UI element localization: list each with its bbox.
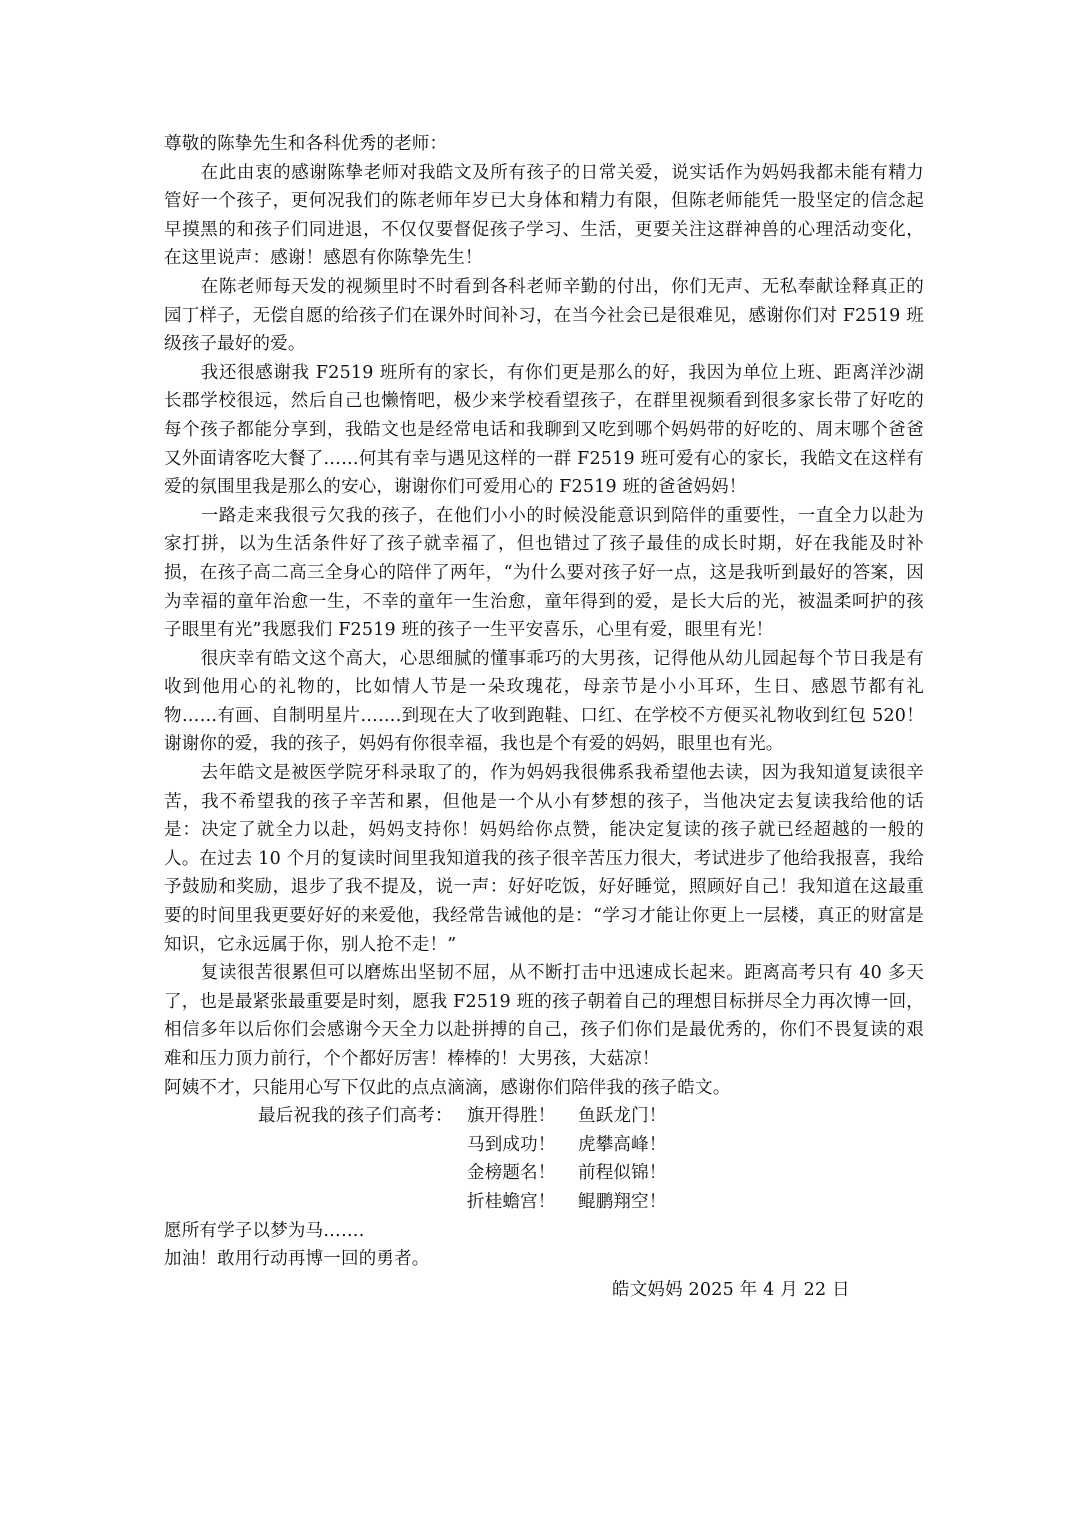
paragraph-repeat-year: 去年皓文是被医学院牙科录取了的，作为妈妈我很佛系我希望他去读，因为我知道复读很辛苦，我不希望我的孩子辛苦和累，但他是一个从小有梦想的孩子，当他决定去复读我给他的话是：决定了就全力以赴，妈妈支持你！妈妈给你点赞，能决定复读的孩子就已经超越的一般的人。在过去 10 个月的复读时间里我知道我的孩子很辛苦压力很大，考试进步了他给我报喜，我给予鼓励和奖励，退步了我不提及，说一声：好好吃饭，好好睡觉，照顾好自己！我知道在这最重要的时间里我更要好好的来爱他，我经常告诫他的是：“学习才能让你更上一层楼，真正的财富是知识，它永远属于你，别人抢不走！” (164, 763, 924, 955)
paragraph-son-gifts: 很庆幸有皓文这个高大，心思细腻的懂事乖巧的大男孩，记得他从幼儿园起每个节日我是有收到他用心的礼物的，比如情人节是一朵玫瑰花，母亲节是小小耳环，生日、感恩节都有礼物……有画、自制明星片…….到现在大了收到跑鞋、口红、在学校不方便买礼物收到红包 520！谢谢你的爱，我的孩子，妈妈有你很幸福，我也是个有爱的妈妈，眼里也有光。 (164, 648, 924, 755)
paragraph-thanks-parents: 我还很感谢我 F2519 班所有的家长，有你们更是那么的好，我因为单位上班、距离洋沙湖长郡学校很远，然后自己也懒惰吧，极少来学校看望孩子，在群里视频看到很多家长带了好吃的每个孩子都能分享到，我皓文也是经常电话和我聊到又吃到哪个妈妈带的好吃的、周末哪个爸爸又外面请客吃大餐了……何其有幸与遇见这样的一群 F2519 班可爱有心的家长，我皓文在这样有爱的氛围里我是那么的安心，谢谢你们可爱用心的 F2519 班的爸爸妈妈！ (164, 362, 924, 498)
closing-line: 阿姨不才，只能用心写下仅此的点点滴滴，感谢你们陪伴我的孩子皓文。 (164, 1077, 731, 1098)
salutation: 尊敬的陈挚先生和各科优秀的老师： (164, 134, 448, 154)
blessing-phrase: 虎攀高峰！ (578, 1134, 667, 1155)
letter-body (164, 130, 924, 1304)
paragraph-companionship: 一路走来我很亏欠我的孩子，在他们小小的时候没能意识到陪伴的重要性，一直全力以赴为家打拼，以为生活条件好了孩子就幸福了，但也错过了孩子最佳的成长时期，好在我能及时补损，在孩子高二高三全身心的陪伴了两年，“为什么要对孩子好一点，这是我听到最好的答案，因为幸福的童年治愈一生，不幸的童年一生治愈，童年得到的爱，是长大后的光，被温柔呵护的孩子眼里有光”我愿我们 F2519 班的孩子一生平安喜乐，心里有爱，眼里有光！ (164, 505, 924, 641)
blessing-phrase: 鲲鹏翔空！ (578, 1191, 667, 1212)
blessing-phrase: 前程似锦！ (578, 1163, 667, 1184)
blessing-phrase: 马到成功！ (467, 1134, 556, 1155)
blessing-row (164, 1188, 924, 1217)
paragraph-thanks-subject-teachers: 在陈老师每天发的视频里时不时看到各科老师辛勤的付出，你们无声、无私奉献诠释真正的园丁样子，无偿自愿的给孩子们在课外时间补习，在当今社会已是很难见，感谢你们对 F2519 班级孩子最好的爱。 (164, 276, 924, 355)
signature: 皓文妈妈 2025 年 4 月 22 日 (612, 1279, 850, 1300)
cheer-line: 加油！敢用行动再博一回的勇者。 (164, 1249, 430, 1270)
signature-block (164, 1276, 924, 1305)
blessing-phrase: 鱼跃龙门！ (578, 1106, 667, 1127)
blessing-row (164, 1102, 924, 1131)
blessing-phrase: 金榜题名！ (467, 1163, 556, 1184)
blessing-row (164, 1159, 924, 1188)
paragraph-encouragement: 复读很苦很累但可以磨炼出坚韧不屈，从不断打击中迅速成长起来。距离高考只有 40 多天了，也是最紧张最重要是时刻，愿我 F2519 班的孩子朝着自己的理想目标拼尽全力再次博一回，相信多年以后你们会感谢今天全力以赴拼搏的自己，孩子们你们是最优秀的，你们不畏复读的艰难和压力顶力前行，个个都好厉害！棒棒的！大男孩，大菇凉！ (164, 963, 924, 1069)
blessing-row (164, 1131, 924, 1160)
blessing-phrase: 折桂蟾宫！ (467, 1191, 556, 1212)
blessings-block (164, 1102, 924, 1216)
wish-line: 愿所有学子以梦为马……. (164, 1220, 365, 1241)
blessing-phrase: 旗开得胜！ (467, 1106, 556, 1127)
paragraph-thanks-teacher: 在此由衷的感谢陈挚老师对我皓文及所有孩子的日常关爱，说实话作为妈妈我都未能有精力管好一个孩子，更何况我们的陈老师年岁已大身体和精力有限，但陈老师能凭一股坚定的信念起早摸黑的和孩子们同进退，不仅仅要督促孩子学习、生活，更要关注这群神兽的心理活动变化，在这里说声：感谢！感恩有你陈挚先生！ (164, 162, 924, 269)
blessing-lead: 最后祝我的孩子们高考： (258, 1106, 453, 1127)
